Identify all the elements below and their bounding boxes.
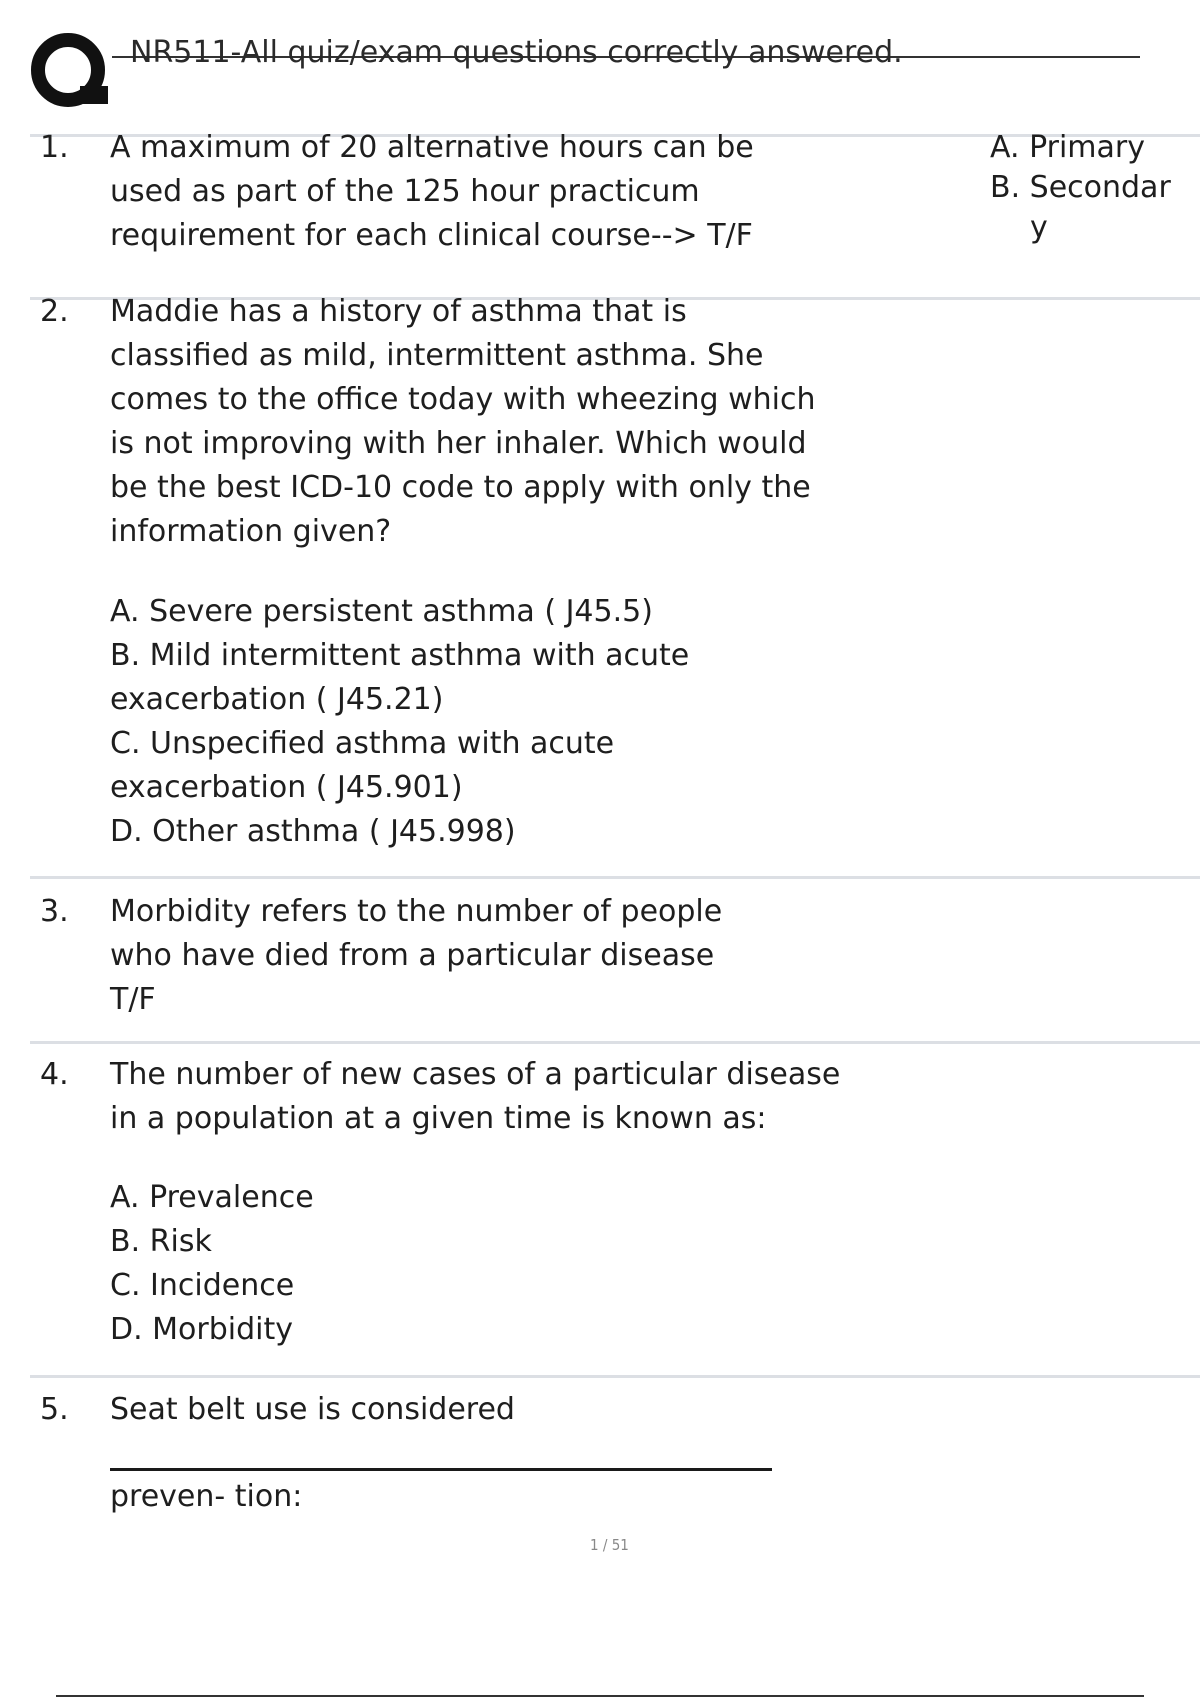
answer-option: D. Morbidity	[110, 1312, 294, 1347]
question-5-continuation	[110, 1475, 930, 1519]
page-number: 1 / 51	[590, 1536, 629, 1554]
question-number: 1.	[40, 130, 69, 165]
question-5-text	[110, 1388, 930, 1432]
footer-rule	[56, 1695, 1144, 1697]
question-line: The number of new cases of a particular disease	[110, 1057, 841, 1092]
question-line: A maximum of 20 alternative hours can be	[110, 130, 754, 165]
question-line: information given?	[110, 514, 392, 549]
question-number: 2.	[40, 294, 69, 329]
answer-option: C. Incidence	[110, 1268, 295, 1303]
question-line: preven- tion:	[110, 1479, 303, 1514]
row-divider	[30, 1375, 1200, 1378]
question-line: is not improving with her inhaler. Which would	[110, 426, 807, 461]
question-number: 3.	[40, 894, 69, 929]
answer-option: C. Unspecified asthma with acute	[110, 726, 615, 761]
question-line: comes to the office today with wheezing which	[110, 382, 816, 417]
question-line: Seat belt use is considered	[110, 1392, 515, 1427]
answer-option: A. Severe persistent asthma ( J45.5)	[110, 594, 653, 629]
question-4-text	[110, 1053, 930, 1141]
question-line: used as part of the 125 hour practicum	[110, 174, 700, 209]
question-line: in a population at a given time is known as:	[110, 1101, 767, 1136]
question-line: who have died from a particular disease	[110, 938, 715, 973]
answer-option: D. Other asthma ( J45.998)	[110, 814, 516, 849]
side-option: B. Secondar	[990, 170, 1171, 205]
answer-option: B. Mild intermittent asthma with acute	[110, 638, 690, 673]
answer-option: exacerbation ( J45.901)	[110, 770, 463, 805]
answer-option: A. Prevalence	[110, 1180, 314, 1215]
q-logo-icon	[30, 30, 110, 110]
answer-option: exacerbation ( J45.21)	[110, 682, 444, 717]
question-2-options	[110, 590, 930, 854]
fill-in-blank-line	[110, 1468, 772, 1471]
question-2-text	[110, 290, 930, 554]
answer-option: B. Risk	[110, 1224, 212, 1259]
question-line: be the best ICD-10 code to apply with only the	[110, 470, 811, 505]
document-title: NR511-All quiz/exam questions correctly answered.	[130, 35, 903, 70]
question-1-text	[110, 126, 930, 258]
question-3-text	[110, 890, 930, 1022]
row-divider	[30, 1041, 1200, 1044]
question-1-side-options	[990, 128, 1200, 248]
question-4-options	[110, 1176, 930, 1352]
question-number: 5.	[40, 1392, 69, 1427]
row-divider	[30, 876, 1200, 879]
question-line: requirement for each clinical course--> T/F	[110, 218, 753, 253]
question-line: Morbidity refers to the number of people	[110, 894, 723, 929]
question-number: 4.	[40, 1057, 69, 1092]
question-line: classified as mild, intermittent asthma. She	[110, 338, 764, 373]
question-line: T/F	[110, 982, 156, 1017]
question-line: Maddie has a history of asthma that is	[110, 294, 687, 329]
side-option: A. Primary	[990, 130, 1145, 165]
side-option: y	[1030, 210, 1048, 245]
